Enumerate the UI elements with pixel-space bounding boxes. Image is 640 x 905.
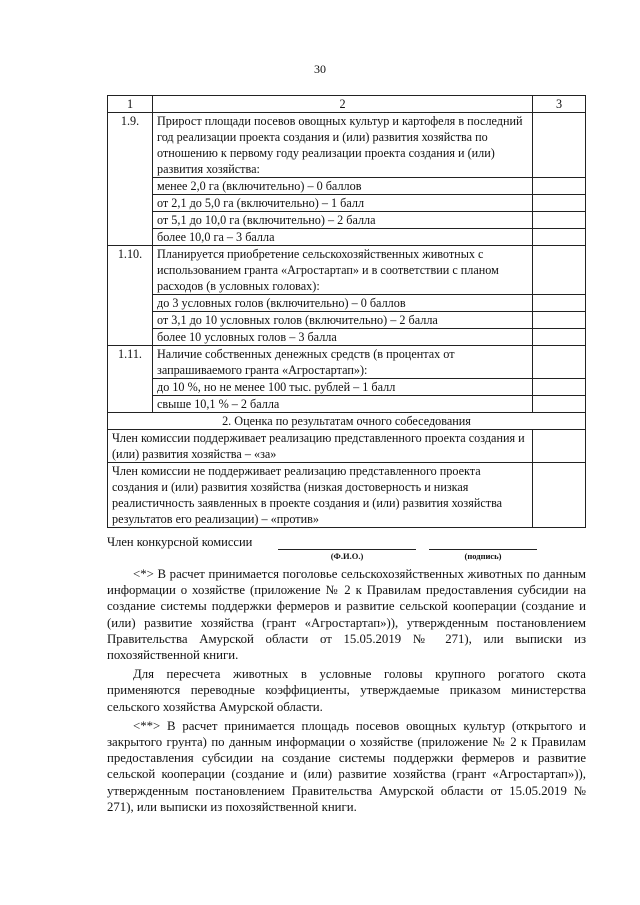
criterion-option: от 2,1 до 5,0 га (включительно) – 1 балл xyxy=(153,195,533,212)
score-cell xyxy=(533,396,586,413)
score-cell xyxy=(533,295,586,312)
table-header-row xyxy=(108,96,586,113)
table-row xyxy=(108,430,586,463)
score-cell xyxy=(533,178,586,195)
criterion-option: от 3,1 до 10 условных голов (включительно) – 2 балла xyxy=(153,312,533,329)
criterion-option: до 3 условных голов (включительно) – 0 баллов xyxy=(153,295,533,312)
header-col-1: 1 xyxy=(108,96,153,113)
criterion-title: Прирост площади посевов овощных культур и картофеля в последний год реализации проекта создания и (или) развития хозяйства по отношению к первому году реализации проекта создания и (или) развития хозяйства: xyxy=(153,113,533,178)
table-row xyxy=(108,312,586,329)
sign-line xyxy=(429,549,537,550)
score-cell xyxy=(533,463,586,528)
criterion-title: Планируется приобретение сельскохозяйственных животных с использованием гранта «Агростартап» и в соответствии с планом расходов (в условных головах): xyxy=(153,246,533,295)
score-cell xyxy=(533,113,586,178)
signature-block xyxy=(107,531,587,561)
section-title: 2. Оценка по результатам очного собеседования xyxy=(108,413,586,430)
score-cell xyxy=(533,379,586,396)
table-row xyxy=(108,229,586,246)
criterion-option: более 10,0 га – 3 балла xyxy=(153,229,533,246)
criterion-option: свыше 10,1 % – 2 балла xyxy=(153,396,533,413)
interview-option-against: Член комиссии не поддерживает реализацию представленного проекта создания и (или) развития хозяйства (низкая достоверность и низкая реалистичность заявленных в проекте создания и (или) развития хозяйства результатов его реализации) – «против» xyxy=(108,463,533,528)
footnote-animals: <*> В расчет принимается поголовье сельскохозяйственных животных по данным информации о хозяйстве (приложение № 2 к Правилам предоставления субсидии на создание системы поддержки фермеров и развитие сельской кооперации (создание и (или) развитие хозяйства (грант «Агростартап»)), утвержденным постановлением Правительства Амурской области от 15.05.2019 № 271), или выписки из похозяйственной книги. xyxy=(107,567,586,663)
score-cell xyxy=(533,246,586,295)
table-row xyxy=(108,212,586,229)
score-cell xyxy=(533,212,586,229)
header-col-3: 3 xyxy=(533,96,586,113)
page-number: 30 xyxy=(314,62,326,76)
table-row xyxy=(108,379,586,396)
criterion-option: от 5,1 до 10,0 га (включительно) – 2 балла xyxy=(153,212,533,229)
table-row xyxy=(108,178,586,195)
score-cell xyxy=(533,312,586,329)
score-cell xyxy=(533,229,586,246)
table-row xyxy=(108,246,586,295)
footnote-crop-area: <**> В расчет принимается площадь посевов овощных культур (открытого и закрытого грунта) по данным информации о хозяйстве (приложение № 2 к Правилам предоставления субсидии на создание системы поддержки фермеров и развитие сельской кооперации (создание и (или) развитие хозяйства (грант «Агростартап»)), утвержденным постановлением Правительства Амурской области от 15.05.2019 № 271), или выписки из похозяйственной книги. xyxy=(107,718,586,814)
section-header-row xyxy=(108,413,586,430)
score-cell xyxy=(533,430,586,463)
criterion-number: 1.11. xyxy=(108,346,153,413)
fio-caption: (Ф.И.О.) xyxy=(330,551,364,561)
table-row xyxy=(108,295,586,312)
footnote-conversion: Для пересчета животных в условные головы крупного рогатого скота применяются переводные коэффициенты, утверждаемые приказом министерства сельского хозяйства Амурской области. xyxy=(107,667,586,714)
criterion-title: Наличие собственных денежных средств (в процентах от запрашиваемого гранта «Агростартап»): xyxy=(153,346,533,379)
score-cell xyxy=(533,195,586,212)
criterion-number: 1.9. xyxy=(108,113,153,246)
criterion-option: более 10 условных голов – 3 балла xyxy=(153,329,533,346)
table-row xyxy=(108,463,586,528)
criteria-table xyxy=(107,95,586,528)
interview-option-for: Член комиссии поддерживает реализацию представленного проекта создания и (или) развития хозяйства – «за» xyxy=(108,430,533,463)
criterion-number: 1.10. xyxy=(108,246,153,346)
table-row xyxy=(108,346,586,379)
sign-caption: (подпись) xyxy=(464,551,502,561)
header-col-2: 2 xyxy=(153,96,533,113)
table-row xyxy=(108,113,586,178)
fio-line xyxy=(278,549,416,550)
signature-label: Член конкурсной комиссии xyxy=(107,535,253,549)
table-row xyxy=(108,329,586,346)
criterion-option: менее 2,0 га (включительно) – 0 баллов xyxy=(153,178,533,195)
footnotes xyxy=(107,566,586,818)
score-cell xyxy=(533,346,586,379)
criterion-option: до 10 %, но не менее 100 тыс. рублей – 1 балл xyxy=(153,379,533,396)
table-row xyxy=(108,396,586,413)
table-row xyxy=(108,195,586,212)
score-cell xyxy=(533,329,586,346)
